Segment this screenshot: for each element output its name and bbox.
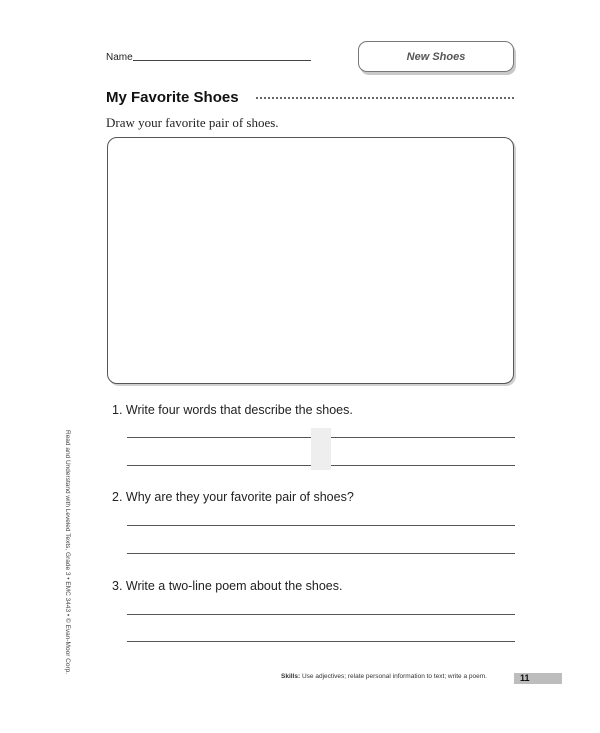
question-1: 1. Write four words that describe the shoes.: [112, 403, 353, 417]
name-line[interactable]: [133, 60, 311, 61]
question-2: 2. Why are they your favorite pair of shoes?: [112, 490, 354, 504]
skills-text: Use adjectives; relate personal information to text; write a poem.: [301, 673, 487, 680]
answer-line[interactable]: [331, 465, 515, 466]
answer-line[interactable]: [127, 553, 515, 554]
page-number: 11: [520, 673, 530, 683]
answer-line[interactable]: [127, 525, 515, 526]
answer-line[interactable]: [127, 641, 515, 642]
question-3: 3. Write a two-line poem about the shoes.: [112, 579, 343, 593]
gray-marker: [311, 428, 331, 470]
answer-line[interactable]: [331, 437, 515, 438]
answer-line[interactable]: [127, 465, 311, 466]
dotted-rule: [256, 97, 514, 99]
title-tab: [358, 41, 514, 72]
title-tab-label: New Shoes: [406, 50, 466, 63]
section-title: My Favorite Shoes: [106, 89, 239, 106]
skills-line: [281, 673, 487, 680]
skills-label: Skills:: [281, 673, 301, 680]
answer-line[interactable]: [127, 437, 311, 438]
drawing-box[interactable]: [107, 137, 514, 384]
name-label: Name: [106, 52, 133, 63]
side-credit: Read and Understand with Leveled Texts, Grade 3 • EMC 3443 • © Evan-Moor Corp.: [64, 430, 71, 675]
answer-line[interactable]: [127, 614, 515, 615]
drawing-instruction: Draw your favorite pair of shoes.: [106, 115, 279, 130]
